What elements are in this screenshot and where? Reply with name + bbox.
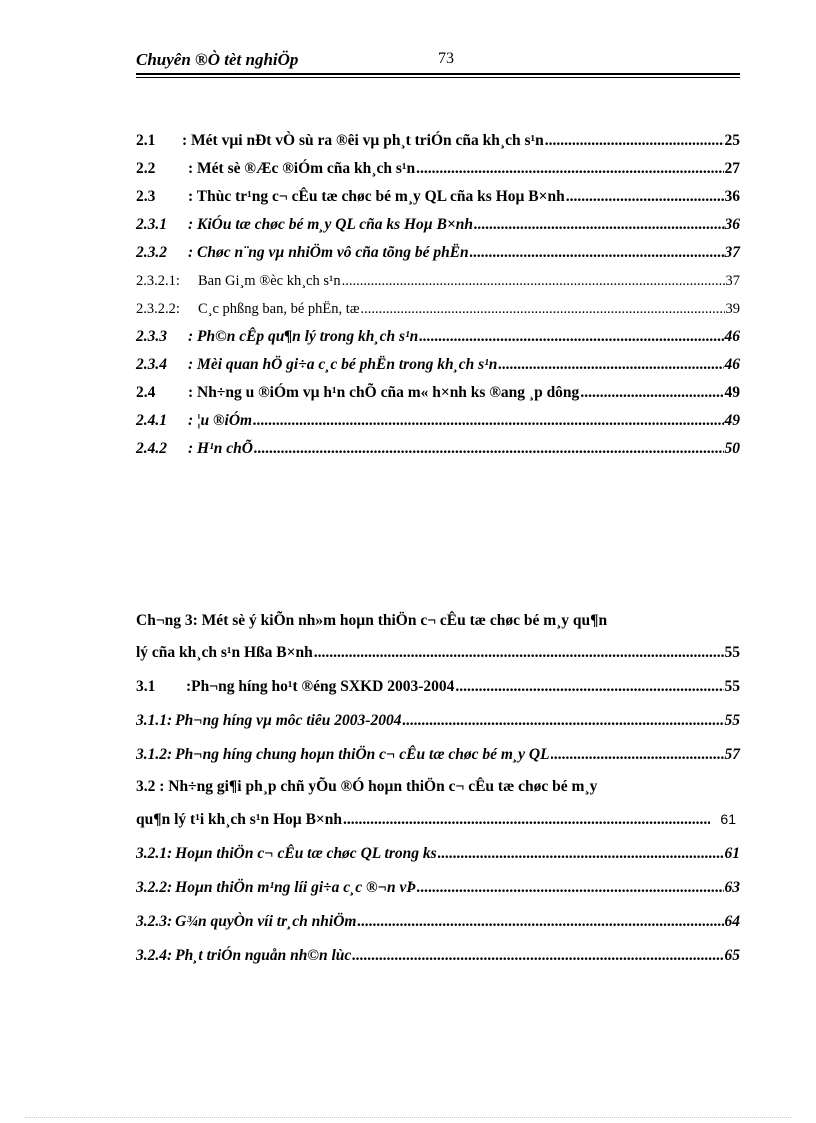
- toc-entry-page: 37: [725, 273, 740, 289]
- toc-leader-dots: [342, 271, 725, 291]
- toc-entry: [136, 383, 740, 403]
- section-3-2-heading: 3.2 : Nh÷ng gi¶i ph¸p chñ yÕu ®Ó hoµn thiÖn c¬ cÊu tæ chøc bé m¸y: [136, 778, 598, 795]
- toc-entry-page: 61: [724, 845, 740, 862]
- toc-leader-dots: [314, 643, 724, 663]
- toc-leader-dots: [357, 912, 723, 932]
- toc-leader-dots: [455, 677, 723, 697]
- toc-entry-page: 36: [724, 216, 740, 233]
- toc-entry: [136, 643, 740, 663]
- toc-entry-number: 2.4.2: [136, 440, 167, 457]
- toc-entry: [136, 809, 740, 830]
- toc-entry-page: 25: [724, 132, 740, 149]
- toc-leader-dots: [470, 243, 724, 263]
- toc-entry-page: 61: [720, 811, 736, 827]
- toc-entry-page: 57: [724, 746, 740, 763]
- toc-entry: [136, 745, 740, 765]
- toc-entry: [136, 159, 740, 179]
- toc-entry-number: 3.1.2:: [136, 746, 173, 763]
- toc-entry: [136, 878, 740, 898]
- page-header: [136, 50, 740, 72]
- toc-entry-text: lý cña kh¸ch s¹n Hßa B×nh: [136, 644, 313, 661]
- toc-section-2: [136, 131, 740, 459]
- toc-entry-number: 3.1.1:: [136, 712, 173, 729]
- toc-entry-number: 3.2.1:: [136, 845, 173, 862]
- toc-entry-page: 64: [724, 913, 740, 930]
- document-title: Chuyên ®Ò tèt nghiÖp: [136, 50, 299, 69]
- toc-leader-dots: [474, 215, 724, 235]
- toc-entry: [136, 411, 740, 431]
- toc-entry-text: : ¦u ®iÓm: [188, 412, 253, 429]
- toc-entry-number: 2.4: [136, 384, 156, 401]
- toc-leader-dots: [361, 299, 725, 319]
- toc-leader-dots: [580, 383, 723, 403]
- toc-entry-page: 65: [724, 947, 740, 964]
- toc-entry: [136, 215, 740, 235]
- toc-entry: [136, 711, 740, 731]
- toc-leader-dots: [416, 159, 723, 179]
- toc-entry: [136, 243, 740, 263]
- toc-entry-text: Ph¬ng híng vµ môc tiêu 2003-2004: [175, 712, 402, 729]
- toc-entry-text: : Mét sè ®Æc ®iÓm cña kh¸ch s¹n: [188, 160, 416, 177]
- page-bottom-divider: [25, 1117, 791, 1118]
- toc-entry-page: 46: [724, 328, 740, 345]
- toc-entry-page: 36: [724, 188, 740, 205]
- page-number: 73: [438, 50, 454, 67]
- toc-entry-text: : Thùc tr¹ng c¬ cÊu tæ chøc bé m¸y QL cña ks Hoµ B×nh: [188, 188, 565, 205]
- toc-entry: [136, 187, 740, 207]
- toc-entry-text: Hoµn thiÖn c¬ cÊu tæ chøc QL trong ks: [175, 845, 437, 862]
- toc-entry-text: : H¹n chÕ: [188, 440, 253, 457]
- toc-entry-text: C¸c phßng ban, bé phËn, tæ: [198, 301, 360, 317]
- toc-entry: [136, 131, 740, 151]
- toc-entry-page: 27: [724, 160, 740, 177]
- header-rule-thick: [136, 73, 740, 75]
- toc-entry-text: : Nh÷ng u ®iÓm vµ h¹n chÕ cña m« h×nh ks ®ang ¸p dông: [188, 384, 580, 401]
- toc-entry-number: 2.3.3: [136, 328, 167, 345]
- toc-entry-text: qu¶n lý t¹i kh¸ch s¹n Hoµ B×nh: [136, 811, 343, 828]
- toc-entry: [136, 439, 740, 459]
- toc-entry: [136, 271, 740, 291]
- toc-entry-number: 2.3: [136, 188, 156, 205]
- toc-entry-number: 3.2.2:: [136, 879, 173, 896]
- toc-entry-text: G¾n quyÒn víi tr¸ch nhiÖm: [175, 913, 357, 930]
- toc-entry-page: 49: [724, 384, 740, 401]
- toc-leader-dots: [419, 327, 723, 347]
- toc-entry-text: Hoµn thiÖn m¹ng líi gi÷a c¸c ®¬n vÞ: [175, 879, 416, 896]
- toc-entry: [136, 912, 740, 932]
- toc-entry-number: 2.3.1: [136, 216, 167, 233]
- toc-entry-number: 2.3.2: [136, 244, 167, 261]
- toc-entry-text: :Ph¬ng híng ho¹t ®éng SXKD 2003-2004: [186, 678, 455, 695]
- toc-entry-text: : Mét vµi nÐt vÒ sù ra ®êi vµ ph¸t triÓn cña kh¸ch s¹n: [182, 132, 544, 149]
- toc-entry-page: 37: [724, 244, 740, 261]
- header-rule-thin: [136, 77, 740, 78]
- toc-leader-dots: [253, 411, 723, 431]
- toc-entry: [136, 844, 740, 864]
- toc-entry: [136, 299, 740, 319]
- toc-entry: [136, 327, 740, 347]
- toc-entry-text: Ban Gi¸m ®èc kh¸ch s¹n: [198, 273, 341, 289]
- toc-entry-number: 3.1: [136, 678, 156, 695]
- toc-entry-number: 2.3.2.2:: [136, 301, 180, 317]
- chapter-3-heading: Ch¬ng 3: Mét sè ý kiÕn nh»m hoµn thiÖn c¬ cÊu tæ chøc bé m¸y qu¶n: [136, 612, 608, 629]
- toc-leader-dots: [343, 810, 710, 830]
- toc-entry-page: 55: [724, 644, 740, 661]
- toc-leader-dots: [551, 745, 724, 765]
- toc-entry-number: 3.2.4:: [136, 947, 173, 964]
- toc-entry-page: 39: [725, 301, 740, 317]
- toc-entry-page: 50: [724, 440, 740, 457]
- toc-leader-dots: [402, 711, 723, 731]
- toc-entry-text: Ph¬ng híng chung hoµn thiÖn c¬ cÊu tæ chøc bé m¸y QL: [175, 746, 550, 763]
- toc-leader-dots: [254, 439, 724, 459]
- toc-entry-page: 46: [724, 356, 740, 373]
- toc-entry-number: 2.1: [136, 132, 156, 149]
- toc-entry: [136, 946, 740, 966]
- toc-leader-dots: [498, 355, 723, 375]
- toc-leader-dots: [545, 131, 724, 151]
- toc-entry-text: : Chøc n¨ng vµ nhiÖm vô cña tõng bé phËn: [188, 244, 469, 261]
- toc-entry-text: : KiÓu tæ chøc bé m¸y QL cña ks Hoµ B×nh: [188, 216, 473, 233]
- toc-entry-number: 2.3.4: [136, 356, 167, 373]
- toc-entry-number: 3.2.3:: [136, 913, 173, 930]
- toc-entry-page: 63: [724, 879, 740, 896]
- toc-entry-number: 2.4.1: [136, 412, 167, 429]
- toc-leader-dots: [438, 844, 724, 864]
- toc-entry-text: Ph¸t triÓn nguån nh©n lùc: [175, 947, 352, 964]
- toc-entry-text: : Mèi quan hÖ gi÷a c¸c bé phËn trong kh¸ch s¹n: [188, 356, 498, 373]
- toc-leader-dots: [417, 878, 724, 898]
- toc-leader-dots: [566, 187, 724, 207]
- toc-entry-number: 2.3.2.1:: [136, 273, 180, 289]
- toc-entry-page: 55: [724, 678, 740, 695]
- toc-entry-page: 55: [724, 712, 740, 729]
- toc-entry-number: 2.2: [136, 160, 156, 177]
- toc-section-3: [136, 611, 740, 966]
- toc-entry: [136, 355, 740, 375]
- toc-leader-dots: [352, 946, 723, 966]
- toc-entry: [136, 677, 740, 697]
- toc-entry-page: 49: [724, 412, 740, 429]
- toc-entry-text: : Ph©n cÊp qu¶n lý trong kh¸ch s¹n: [188, 328, 419, 345]
